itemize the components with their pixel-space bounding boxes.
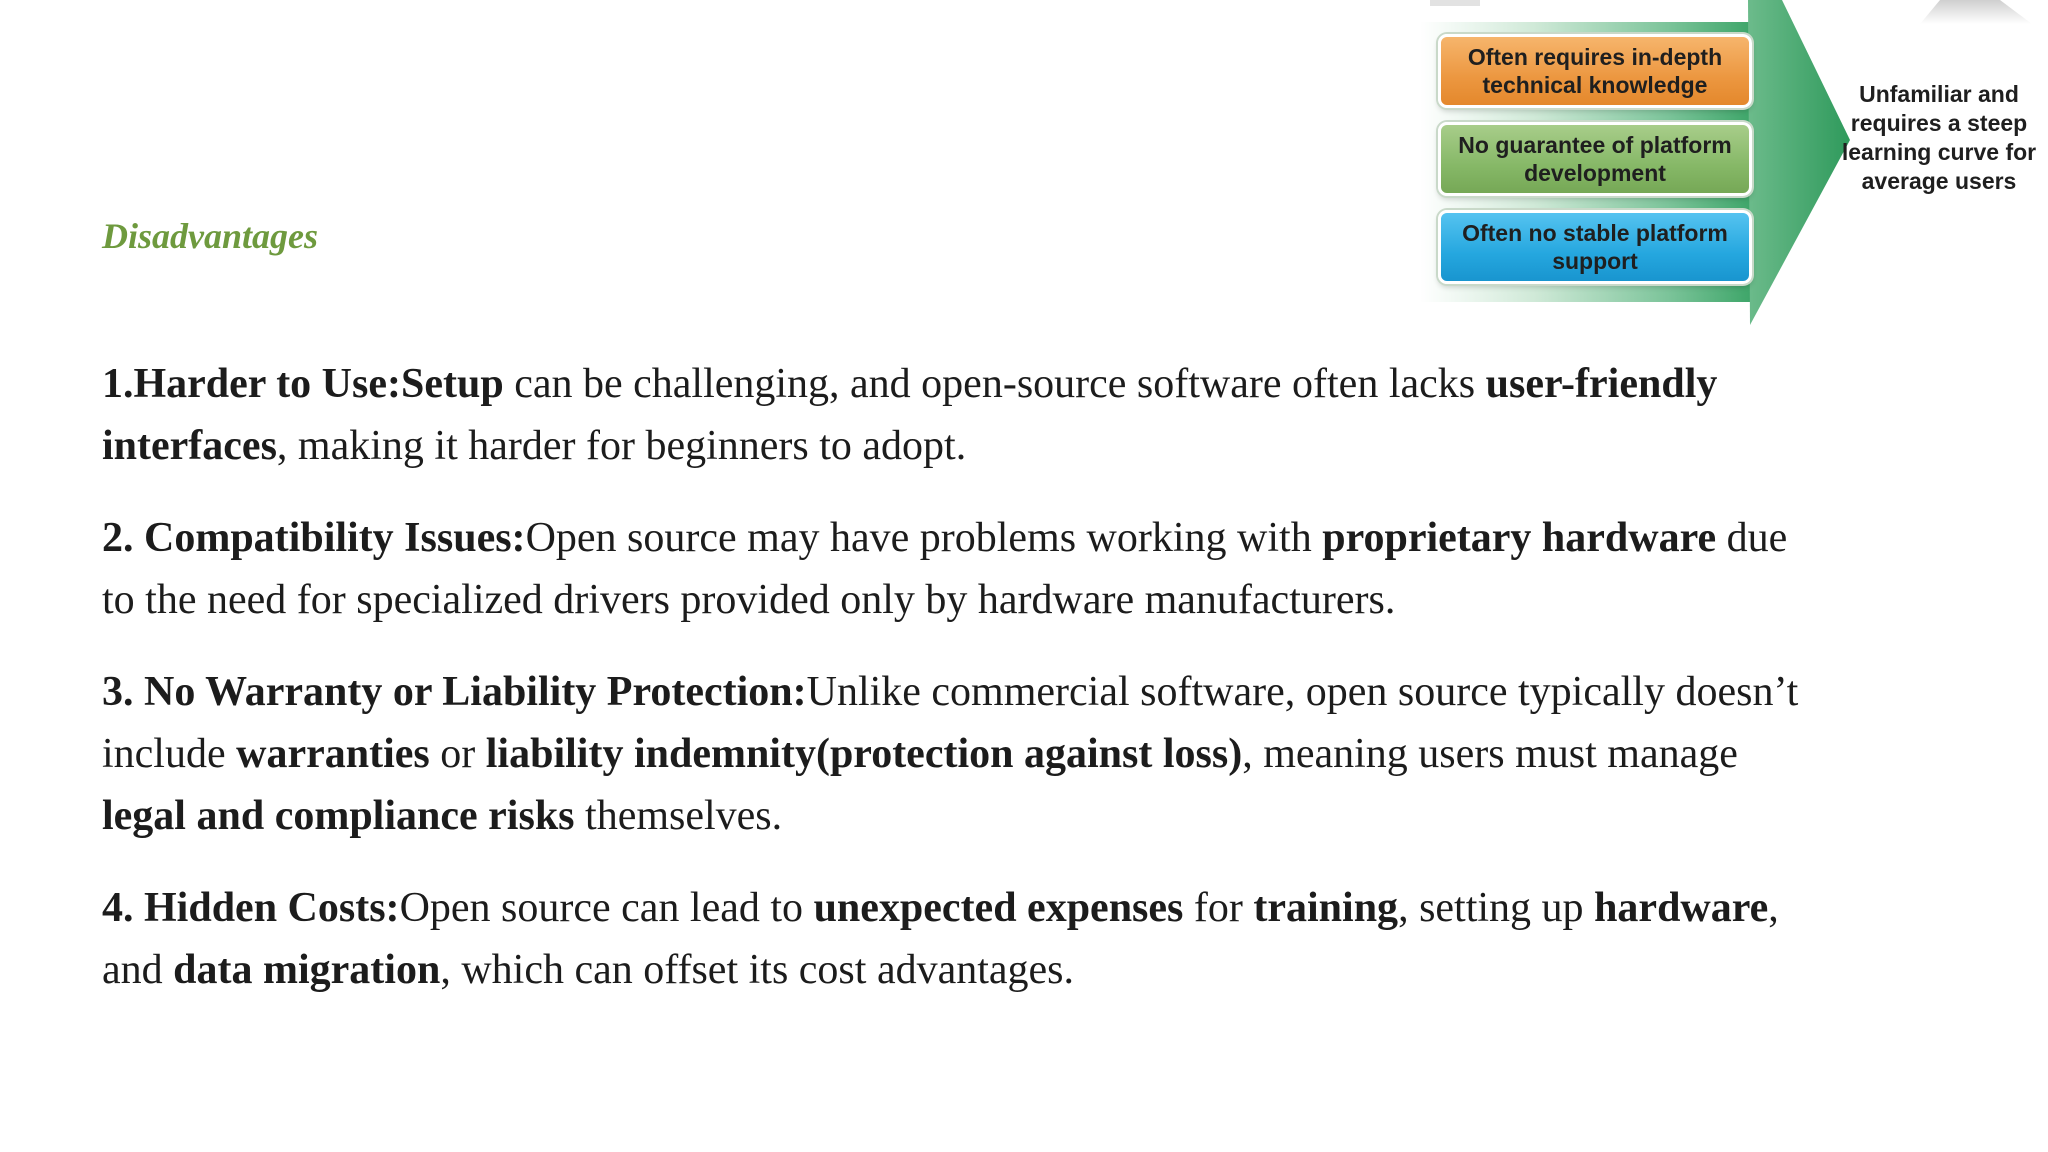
disadvantage-item-harder-to-use (102, 353, 1802, 477)
point-4-run-7: hardware (1594, 885, 1769, 931)
cause-box-technical-knowledge: Often requires in-depth technical knowledge (1438, 34, 1752, 108)
disadvantage-list (102, 353, 1802, 1031)
point-4-run-8: , and (102, 885, 1779, 993)
point-1-run-2: can be challenging, and open-source software often lacks (503, 361, 1486, 407)
point-3-run-4: or (429, 731, 486, 777)
point-1-run-4: , making it harder for beginners to adopt. (276, 423, 967, 469)
point-2-run-4: due to the need for specialized drivers provided only by hardware manufacturers. (102, 515, 1788, 623)
cause-box-platform-support: Often no stable platform support (1438, 210, 1752, 284)
point-3-run-5: liability indemnity(protection against loss) (485, 731, 1243, 777)
point-1-run-3: user-friendly interfaces (102, 361, 1718, 469)
point-4-run-10: , which can offset its cost advantages. (440, 947, 1075, 993)
cropped-shape-fragment (1920, 0, 2032, 24)
point-3-run-3: warranties (236, 731, 430, 777)
point-3-run-6: , meaning users must manage (1242, 731, 1738, 777)
point-4-run-4: for (1183, 885, 1254, 931)
point-4-run-3: unexpected expenses (813, 885, 1184, 931)
point-3-run-1: 3. No Warranty or Liability Protection: (102, 669, 807, 715)
point-3-run-2: Unlike commercial software, open source typically doesn’t include (102, 669, 1799, 777)
cause-box-platform-development: No guarantee of platform development (1438, 122, 1752, 196)
point-4-run-6: , setting up (1398, 885, 1595, 931)
point-4-run-1: 4. Hidden Costs: (102, 885, 400, 931)
result-label: Unfamiliar and requires a steep learning curve for average users (1841, 81, 2037, 194)
point-1-run-1: 1.Harder to Use:Setup (102, 361, 504, 407)
point-2-run-3: proprietary hardware (1322, 515, 1717, 561)
point-2-run-2: Open source may have problems working with (525, 515, 1323, 561)
section-heading: Disadvantages (102, 216, 318, 256)
point-4-run-2: Open source can lead to (399, 885, 814, 931)
disadvantage-item-compatibility (102, 507, 1802, 631)
cause-effect-diagram (1420, 0, 2048, 330)
point-2-run-1: 2. Compatibility Issues: (102, 515, 526, 561)
cropped-label-fragment (1430, 0, 1480, 6)
point-4-run-9: data migration (173, 947, 441, 993)
point-3-run-8: themselves. (574, 793, 783, 839)
disadvantage-item-hidden-costs (102, 877, 1802, 1001)
disadvantage-item-warranty (102, 661, 1802, 847)
point-4-run-5: training (1253, 885, 1399, 931)
point-3-run-7: legal and compliance risks (102, 793, 575, 839)
